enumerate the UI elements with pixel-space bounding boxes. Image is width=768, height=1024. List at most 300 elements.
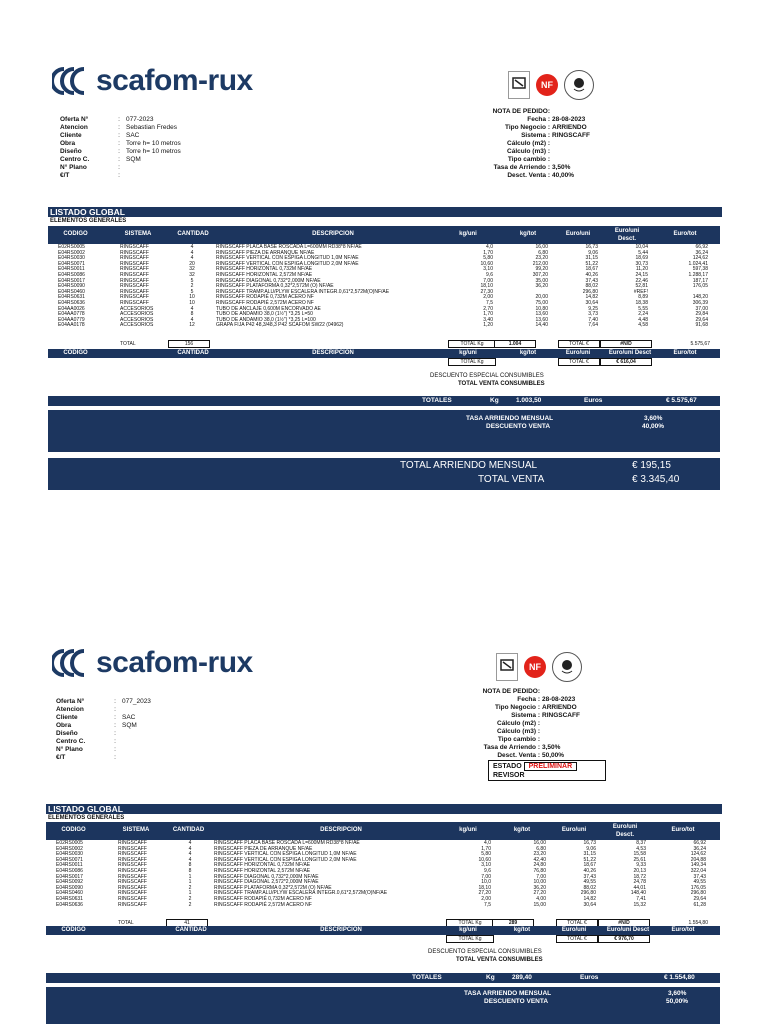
table-cell: E04RS0030 (58, 255, 85, 262)
client-row: N° Plano : (56, 746, 116, 753)
table-cell: 44,01 (633, 884, 646, 891)
table-cell: 36,20 (533, 884, 546, 891)
client-info (60, 116, 181, 180)
table-cell: 1,70 (481, 845, 491, 852)
total-consumibles-label: TOTAL VENTA CONSUMIBLES (458, 381, 545, 387)
table-cell: 37,43 (585, 277, 598, 284)
table-cell: 4,48 (638, 316, 648, 323)
table-cell: 7,64 (588, 322, 598, 329)
tasa-panel: TASA ARRIENDO MENSUAL 3,60% DESCUENTO VENTA 40,00% (48, 410, 720, 452)
footer-total-row: TOTAL Kg TOTAL € € 616,04 (48, 358, 720, 366)
table-cell: TUBO DE ANDAMIO 38,0 (1½") *3,25 L=50 (216, 311, 313, 318)
col-kguni: kg/uni (459, 827, 477, 833)
table-cell: 306,39 (692, 299, 708, 306)
order-info: NOTA DE PEDIDO: Fecha : 28-08-2023 Tipo Negocio : ARRIENDO Sistema : RINGSCAFF Cálculo (m2) : Cálculo (m3) : Tipo cambio : Tasa de Arriendo : 3,50% Desct. Venta : 40,00% (430, 108, 590, 180)
client-row: €/T : (60, 172, 120, 179)
table-cell: 14,82 (583, 895, 596, 902)
table-cell: 51,22 (585, 260, 598, 267)
table-cell: RINGSCAFF VERTICAL CON ESPIGA LONGITUD 1,0M NF/AE (216, 255, 359, 262)
table-cell: 61,28 (693, 901, 706, 908)
table-cell: 204,88 (690, 856, 706, 863)
client-row: Centro C. : SQM (60, 156, 141, 163)
table-cell: 11,20 (635, 266, 648, 273)
table-cell: RINGSCAFF (120, 255, 149, 262)
table-cell: E04RS0011 (56, 862, 83, 869)
col-eurouni: Euro/uni (561, 827, 587, 833)
table-cell: E02RS0005 (58, 244, 85, 250)
table-cell: E04RS0631 (56, 895, 83, 902)
nf-cert-icon: NF (524, 656, 546, 678)
table-cell: ACCESORIOS (120, 311, 154, 318)
scafom-rux-logo-icon (52, 66, 94, 96)
table-cell: 8 (188, 867, 192, 874)
scafom-rux-logo (52, 64, 253, 98)
table-cell: 42,40 (533, 856, 546, 863)
listado-global-header: LISTADO GLOBAL (46, 804, 722, 814)
total-cantidad: 41 (166, 919, 208, 927)
table-cell: 1.288,17 (688, 271, 708, 278)
certifications (496, 652, 582, 682)
estado-box (488, 760, 606, 781)
total-consumibles-label: TOTAL VENTA CONSUMIBLES (456, 957, 543, 963)
client-row: N° Plano : (60, 164, 120, 171)
table-cell: RINGSCAFF (118, 895, 147, 902)
table-cell: 124,62 (690, 851, 706, 858)
table-cell: 18,10 (478, 884, 491, 891)
table-cell: 16,73 (585, 244, 598, 250)
table-cell: 7,40 (588, 316, 598, 323)
table-cell: E04RS0631 (58, 294, 85, 301)
table-cell: 4 (188, 840, 192, 846)
footer-total-row: TOTAL Kg TOTAL € € 976,70 (46, 935, 720, 943)
table-cell: 148,20 (692, 294, 708, 301)
col-cantidad: CANTIDAD (177, 231, 209, 237)
table-cell: RINGSCAFF DIAGONAL 2,572*2,000M NF/AE (214, 879, 319, 886)
table-cell: RINGSCAFF TRAMP.ALU/PLYW ESCALERA INTEGR.0,61*2,572M(O)NF/AE (214, 890, 388, 897)
table-cell: 24,80 (533, 862, 546, 869)
table-row (48, 323, 720, 329)
table-cell: RINGSCAFF PLATAFORMA 0,32*2,572M (O) NF/AE (216, 283, 334, 290)
table-cell: 13,60 (535, 311, 548, 318)
table-cell: 18,10 (480, 283, 493, 290)
table-cell: 176,05 (690, 884, 706, 891)
table-cell: 13,60 (535, 316, 548, 323)
table-cell: RINGSCAFF RODAPIÉ 2,572M ACERO NF (216, 299, 314, 306)
table-cell: 2,00 (481, 895, 491, 902)
table-cell: TUBO DE ANCLAJE 0,600M ENCORVADO AE (216, 305, 321, 312)
table-cell: 10,60 (480, 260, 493, 267)
table-cell: 52,81 (635, 283, 648, 290)
table-cell: 9,6 (484, 867, 491, 874)
table-cell: RINGSCAFF (118, 873, 147, 880)
col-eurotot: Euro/tot (673, 231, 697, 237)
table-cell: 2,00 (483, 294, 493, 301)
table-cell: ACCESORIOS (120, 316, 154, 323)
table-cell: RINGSCAFF (120, 299, 149, 306)
elementos-generales-label: ELEMENTOS GENERALES (48, 815, 125, 821)
client-row: Obra : Torre h= 10 metros (60, 140, 181, 147)
totales-bar: TOTALES Kg 1.003,50 Euros € 5.575,67 (48, 396, 720, 406)
table-cell: 10,80 (535, 305, 548, 312)
table-cell: 9,25 (588, 305, 598, 312)
table-cell: 18,67 (585, 266, 598, 273)
table-cell: 24,15 (635, 271, 648, 278)
tasa-panel: TASA ARRIENDO MENSUAL 3,60% DESCUENTO VENTA 50,00% (46, 987, 720, 1024)
table-cell: 5,80 (483, 255, 493, 262)
total-venta-value: € 3.345,40 (632, 474, 680, 485)
table-cell: E04RS0071 (56, 856, 83, 863)
table-cell: 4 (190, 255, 194, 262)
table-cell: E04RS0011 (58, 266, 85, 273)
table-cell: 20,00 (535, 294, 548, 301)
table-cell: E04RS0002 (58, 249, 85, 256)
table-cell: 3,10 (481, 862, 491, 869)
table-cell: 10,04 (635, 244, 648, 250)
table-cell: RINGSCAFF PLACA BASE ROSCADA L=600MM RD38*8 NF/AE (216, 244, 362, 250)
col-eurouni: Euro/uni (565, 231, 591, 237)
table-cell: RINGSCAFF (120, 277, 149, 284)
table-cell: 2 (188, 901, 192, 908)
total-eur-desc: #N/D (600, 340, 652, 348)
table-cell: 16,73 (583, 840, 596, 846)
table-cell: RINGSCAFF (118, 851, 147, 858)
table-cell: 212,00 (532, 260, 548, 267)
table-cell: 99,20 (535, 266, 548, 273)
table-cell: 22,46 (635, 277, 648, 284)
table-cell: 75,00 (535, 299, 548, 306)
scafom-rux-logo-icon (52, 648, 94, 678)
table-cell: 6,80 (536, 845, 546, 852)
table-cell: E04RS0086 (56, 867, 83, 874)
table-cell: 37,43 (583, 873, 596, 880)
total-kg-label: TOTAL Kg (446, 919, 494, 927)
table-cell: 91,68 (695, 322, 708, 329)
table-cell: RINGSCAFF DIAGONAL 0,732*2,000M NF/AE (216, 277, 321, 284)
table-cell: 7,41 (636, 895, 646, 902)
table-cell: 16,00 (535, 244, 548, 250)
col-kgtot: kg/tot (513, 827, 531, 833)
table-cell: E04RS0086 (58, 271, 85, 278)
client-row: Cliente : SAC (56, 714, 136, 721)
table-cell: 10,60 (478, 856, 491, 863)
table-cell: RINGSCAFF RODAPIÉ 0,732M ACERO NF (216, 294, 314, 301)
total-eur-value: 1.554,80 (688, 920, 708, 926)
table-cell: RINGSCAFF (118, 879, 147, 886)
page-1 (0, 0, 768, 500)
table-cell: 7,00 (481, 873, 491, 880)
table-cell: 31,15 (585, 255, 598, 262)
brand-name: scafom-rux (96, 64, 253, 97)
table-cell: 23,20 (535, 255, 548, 262)
table-cell: RINGSCAFF TRAMP.ALU/PLYW ESCALERA INTEGR.0,61*2,572M(O)NF/AE (216, 288, 390, 295)
client-row: Atencion : Sebastian Fredes (60, 124, 177, 131)
table-cell: RINGSCAFF PIEZA DE ARRANQUE NF/AE (216, 249, 315, 256)
table-cell: 23,20 (533, 851, 546, 858)
order-title: NOTA DE PEDIDO: (482, 688, 540, 695)
order-title: NOTA DE PEDIDO: (492, 108, 550, 115)
table-cell: 2 (190, 283, 194, 290)
scafom-rux-logo (52, 646, 253, 680)
client-row: Obra : SQM (56, 722, 137, 729)
table-cell: RINGSCAFF HORIZONTAL 2,572M NF/AE (214, 867, 311, 874)
col-eurotot: Euro/tot (671, 827, 695, 833)
table-cell: 5,44 (638, 249, 648, 256)
client-info (56, 698, 151, 762)
table-cell: E04RS0092 (56, 879, 83, 886)
table-cell: RINGSCAFF (118, 867, 147, 874)
aenor-cert-icon (496, 653, 518, 681)
table-cell: RINGSCAFF PLATAFORMA 0,32*2,572M (O) NF/AE (214, 884, 332, 891)
table-cell: 36,24 (693, 845, 706, 852)
table-cell: 27,20 (533, 890, 546, 897)
table-cell: RINGSCAFF VERTICAL CON ESPIGA LONGITUD 2,0M NF/AE (214, 856, 357, 863)
table-cell: 37,43 (693, 873, 706, 880)
order-info: NOTA DE PEDIDO: Fecha : 28-08-2023 Tipo Negocio : ARRIENDO Sistema : RINGSCAFF Cálculo (m2) : Cálculo (m3) : Tipo cambio : Tasa de Arriendo : 3,50% Desct. Venta : 50,00% (420, 688, 580, 760)
table-cell: RINGSCAFF VERTICAL CON ESPIGA LONGITUD 1,0M NF/AE (214, 851, 357, 858)
table-cell: RINGSCAFF HORIZONTAL 0,732M NF/AE (214, 862, 311, 869)
table-cell: 3,40 (483, 316, 493, 323)
table-cell: RINGSCAFF (118, 890, 147, 897)
table-cell: 66,92 (693, 840, 706, 846)
table-cell: RINGSCAFF (118, 840, 147, 846)
table-cell: 88,02 (585, 283, 598, 290)
client-row: Cliente : SAC (60, 132, 140, 139)
table-cell: 187,17 (692, 277, 708, 284)
client-row: €/T : (56, 754, 116, 761)
table-row (46, 903, 720, 909)
table-cell: 322,04 (690, 867, 706, 874)
nf-cert-icon: NF (536, 74, 558, 96)
table-cell: 12 (189, 322, 195, 329)
table-cell: E04RS0460 (58, 288, 85, 295)
table-cell: 29,84 (695, 311, 708, 318)
table-cell: RINGSCAFF (120, 283, 149, 290)
total-kg-value: 1.004 (494, 340, 536, 348)
table-cell: E04RS0090 (58, 283, 85, 290)
table-cell: 5 (190, 288, 194, 295)
table-cell: RINGSCAFF RODAPIÉ 2,572M ACERO NF (214, 901, 312, 908)
table-cell: RINGSCAFF (118, 845, 147, 852)
table-cell: 25,61 (633, 856, 646, 863)
table-cell: 7,5 (484, 901, 491, 908)
table-cell: 149,34 (690, 862, 706, 869)
table-cell: 27,20 (478, 890, 491, 897)
table-cell: 2,24 (638, 311, 648, 318)
table-cell: 4 (188, 845, 192, 852)
elementos-generales-label: ELEMENTOS GENERALES (50, 218, 127, 224)
total-eur-value: 5.575,67 (690, 341, 710, 347)
table-cell: 1,20 (483, 322, 493, 329)
table-cell: 32 (189, 266, 195, 273)
table-cell: 597,38 (692, 266, 708, 273)
table-cell: 4 (190, 244, 194, 250)
table-cell: RINGSCAFF (120, 294, 149, 301)
table-cell: 3,10 (483, 266, 493, 273)
table-cell: 88,02 (583, 884, 596, 891)
grand-total-panel (48, 458, 720, 490)
client-row: Diseño : (56, 730, 116, 737)
table-cell: 10 (189, 294, 195, 301)
table-cell: 4 (190, 316, 194, 323)
total-kg-label: TOTAL Kg (448, 340, 496, 348)
col-descripcion: DESCRIPCION (312, 231, 354, 237)
col-descripcion: DESCRIPCION (320, 827, 362, 833)
table-cell: 4,53 (636, 845, 646, 852)
col-kgtot: kg/tot (519, 231, 537, 237)
total-kg-value: 289 (492, 919, 534, 927)
table-cell: 10,00 (533, 879, 546, 886)
table-cell: 40,26 (585, 271, 598, 278)
table-cell: RINGSCAFF (120, 271, 149, 278)
table-cell: #REF! (633, 288, 648, 295)
table-cell: RINGSCAFF (118, 901, 147, 908)
table-cell: 176,05 (692, 283, 708, 290)
table-cell: E04RS0002 (56, 845, 83, 852)
total-label: TOTAL (120, 341, 136, 347)
table-cell: 1 (188, 873, 192, 880)
table-cell: 4,00 (536, 895, 546, 902)
table-cell: 10 (189, 299, 195, 306)
table-cell: 148,40 (630, 890, 646, 897)
table-cell: 4 (188, 856, 192, 863)
table-cell: 9,06 (586, 845, 596, 852)
table-cell: 1.024,41 (688, 260, 708, 267)
table-cell: E04AA0779 (58, 316, 85, 323)
table-cell: 18,69 (635, 255, 648, 262)
table-cell: 5,55 (638, 305, 648, 312)
table-cell: ACCESORIOS (120, 322, 154, 329)
table-footer-header: CODIGO CANTIDAD DESCRIPCION kg/uni kg/tot Euro/uni Euro/uni Desct Euro/tot (46, 926, 720, 935)
seal-cert-icon (552, 652, 582, 682)
table-cell: 18,38 (635, 299, 648, 306)
estado-label: ESTADO (493, 763, 522, 770)
table-cell: 9,33 (636, 862, 646, 869)
col-codigo: CODIGO (63, 231, 88, 237)
table-cell: E04RS0460 (56, 890, 83, 897)
table-cell: 2 (188, 895, 192, 902)
table-cell: 14,40 (535, 322, 548, 329)
table-cell: GRAPA FIJA P42 48,3/48,3 P42 SCAFOM SW22 (04962) (216, 322, 344, 329)
table-cell: RINGSCAFF HORIZONTAL 0,732M NF/AE (216, 266, 313, 273)
table-cell: RINGSCAFF PIEZA DE ARRANQUE NF/AE (214, 845, 313, 852)
table-cell: 7,5 (486, 299, 493, 306)
total-eur-label: TOTAL € (558, 340, 600, 348)
table-cell: 66,92 (695, 244, 708, 250)
table-cell: 296,80 (690, 890, 706, 897)
client-row: Oferta N° : 077-2023 (60, 116, 154, 123)
table-cell: 36,24 (695, 249, 708, 256)
table-cell: RINGSCAFF (120, 244, 149, 250)
total-label: TOTAL (118, 920, 134, 926)
descuento-consumibles-label: DESCUENTO ESPECIAL CONSUMIBLES (430, 373, 544, 379)
table-cell: 5,80 (481, 851, 491, 858)
item-table (48, 245, 720, 329)
table-cell: 2,70 (483, 305, 493, 312)
table-cell: 1,70 (483, 249, 493, 256)
table-cell: RINGSCAFF (120, 266, 149, 273)
table-cell: E04RS0071 (58, 260, 85, 267)
total-venta-label: TOTAL VENTA (478, 474, 545, 485)
col-cantidad: CANTIDAD (172, 827, 205, 833)
table-cell: 307,20 (532, 271, 548, 278)
client-row: Atencion : (56, 706, 116, 713)
col-codigo: CODIGO (61, 827, 86, 833)
total-arriendo-label: TOTAL ARRIENDO MENSUAL (400, 460, 538, 471)
certifications (508, 70, 594, 100)
table-cell: RINGSCAFF PLACA BASE ROSCADA L=600MM RD38*8 NF/AE (214, 840, 360, 846)
table-cell: 9,06 (588, 249, 598, 256)
item-table (46, 841, 720, 908)
table-footer-header: CODIGO CANTIDAD DESCRIPCION kg/uni kg/tot Euro/uni Euro/uni Desct Euro/tot (48, 349, 720, 358)
client-row: Diseño : Torre h= 10 metros (60, 148, 181, 155)
table-cell: 4,0 (486, 244, 493, 250)
table-cell: 30,64 (583, 901, 596, 908)
table-cell: 37,00 (695, 305, 708, 312)
table-cell: 49,55 (693, 879, 706, 886)
table-cell: 8,37 (636, 840, 646, 846)
table-cell: 35,00 (535, 277, 548, 284)
table-cell: 15,00 (533, 901, 546, 908)
table-cell: 51,22 (583, 856, 596, 863)
table-cell: 8,89 (638, 294, 648, 301)
table-header (46, 822, 720, 840)
table-cell: 15,58 (633, 851, 646, 858)
table-cell: RINGSCAFF VERTICAL CON ESPIGA LONGITUD 2,0M NF/AE (216, 260, 359, 267)
table-cell: RINGSCAFF (120, 249, 149, 256)
table-cell: RINGSCAFF DIAGONAL 0,732*2,000M NF/AE (214, 873, 319, 880)
table-cell: E04AA0778 (58, 311, 85, 318)
table-cell: 1 (188, 890, 192, 897)
listado-global-header: LISTADO GLOBAL (48, 207, 722, 217)
table-cell: 15,32 (633, 901, 646, 908)
table-cell: 4 (190, 305, 194, 312)
table-cell: RINGSCAFF (120, 260, 149, 267)
table-cell: 20,13 (633, 867, 646, 874)
table-cell: 49,55 (583, 879, 596, 886)
table-cell: 2 (188, 884, 192, 891)
table-cell: 18,72 (633, 873, 646, 880)
table-cell: RINGSCAFF (120, 288, 149, 295)
table-cell: 76,80 (533, 867, 546, 874)
estado-value: PRELIMINAR (524, 762, 578, 771)
table-cell: 36,20 (535, 283, 548, 290)
table-cell: E04RS0090 (56, 884, 83, 891)
table-cell: 18,67 (583, 862, 596, 869)
client-row: Oferta N° : 077_2023 (56, 698, 151, 705)
table-cell: 296,80 (582, 288, 598, 295)
table-header (48, 226, 720, 244)
table-cell: E04RS0017 (56, 873, 83, 880)
table-cell: 296,80 (580, 890, 596, 897)
table-cell: 29,64 (695, 316, 708, 323)
table-cell: E04RS0017 (58, 277, 85, 284)
table-cell: 20 (189, 260, 195, 267)
table-cell: E02RS0005 (56, 840, 83, 846)
table-cell: 7,00 (483, 277, 493, 284)
col-eurouni-desc: Euro/uni Desct. (612, 824, 638, 838)
table-cell: RINGSCAFF (118, 856, 147, 863)
totales-bar: TOTALES Kg 289,40 Euros € 1.554,80 (46, 973, 720, 983)
table-cell: 32 (189, 271, 195, 278)
table-cell: 40,26 (583, 867, 596, 874)
table-cell: 5 (190, 277, 194, 284)
table-cell: E04RS0636 (58, 299, 85, 306)
table-cell: 31,15 (583, 851, 596, 858)
table-cell: 16,00 (533, 840, 546, 846)
table-cell: 10,0 (481, 879, 491, 886)
table-cell: RINGSCAFF (118, 884, 147, 891)
seal-cert-icon (564, 70, 594, 100)
